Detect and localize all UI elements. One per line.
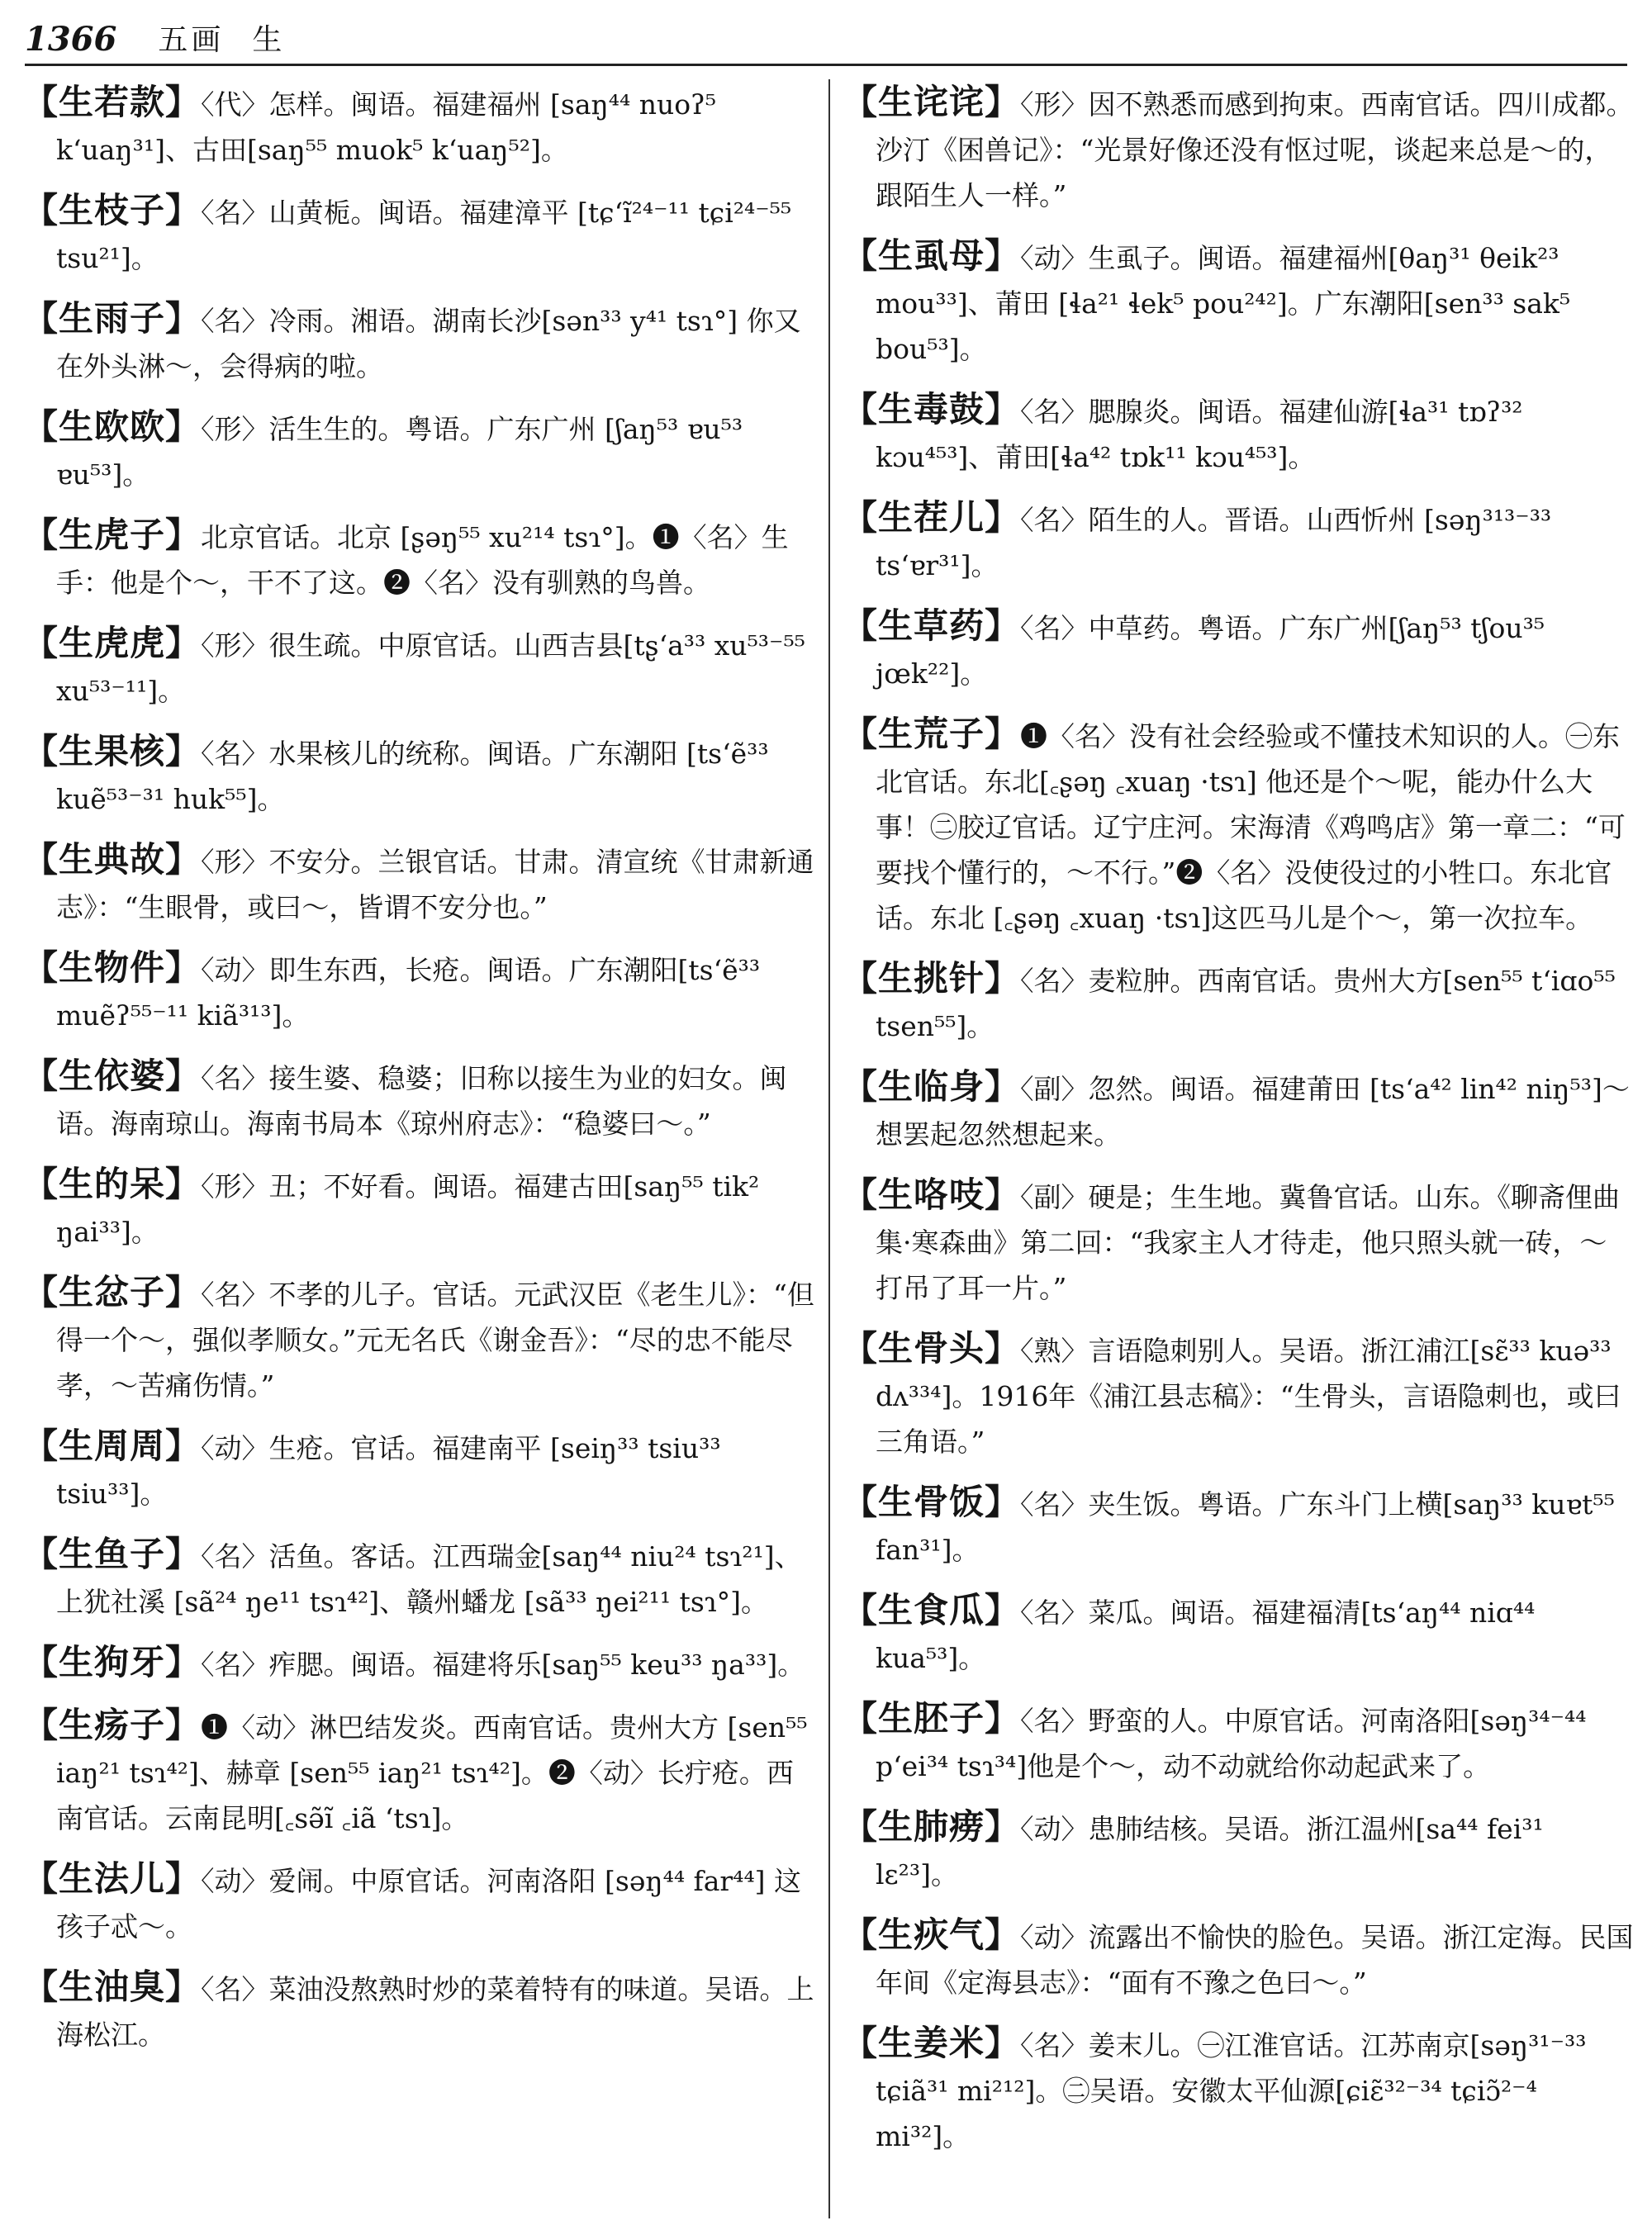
dictionary-entry — [843, 1326, 1634, 1464]
entry-definition: 〈动〉患肺结核。吴语。浙江温州[sa⁴⁴ fei³¹ lɛ²³]。 — [876, 1813, 1544, 1891]
dictionary-entry — [843, 1172, 1634, 1311]
entry-headword: 【生毒鼓】 — [843, 389, 1021, 429]
left-column — [23, 79, 818, 2218]
entry-definition: 〈名〉野蛮的人。中原官话。河南洛阳[səŋ³⁴⁻⁴⁴ pʻei³⁴ tsɿ³⁴]他是个～，动不动就给你动起武来了。 — [876, 1705, 1587, 1782]
entry-headword: 【生虱母】 — [843, 235, 1021, 276]
dictionary-entry — [843, 2020, 1634, 2159]
entry-headword: 【生姜米】 — [843, 2023, 1021, 2063]
entry-headword: 【生鱼子】 — [23, 1534, 202, 1574]
page-header — [25, 15, 1627, 66]
entry-definition: 〈代〉怎样。闽语。福建福州 [saŋ⁴⁴ nuoʔ⁵ kʻuaŋ³¹]、古田[saŋ⁵⁵ muok⁵ kʻuaŋ⁵²]。 — [56, 88, 716, 166]
dictionary-entry — [843, 79, 1634, 218]
entry-headword: 【生胚子】 — [843, 1698, 1021, 1739]
dictionary-entry — [23, 620, 818, 714]
entry-definition: ❶〈名〉没有社会经验或不懂技术知识的人。㊀东北官话。东北[꜀ʂəŋ ꜀xuaŋ ·tsɿ] 他还是个～呢，能办什么大事！㊁胶辽官话。辽宁庄河。宋海清《鸡鸣店》第一章二：“可要找个懂行的，～不行。”❷〈名〉没使役过的小牲口。东北官话。东北 [꜀ʂəŋ ꜀xuaŋ ·tsɿ]这匹马儿是个～，第一次拉车。 — [876, 720, 1626, 934]
entry-definition: 〈名〉菜油没熬熟时炒的菜着特有的味道。吴语。上海松江。 — [56, 1973, 814, 2051]
dictionary-entry — [23, 1531, 818, 1625]
dictionary-entry — [23, 1053, 818, 1146]
entry-definition: 〈动〉即生东西，长疮。闽语。广东潮阳[tsʻẽ³³ muẽʔ⁵⁵⁻¹¹ kiã³¹³]。 — [56, 954, 761, 1032]
entry-headword: 【生果核】 — [23, 731, 202, 771]
entry-definition: 〈名〉山黄栀。闽语。福建漳平 [tɕʻĩ²⁴⁻¹¹ tɕi²⁴⁻⁵⁵ tsu²¹]。 — [56, 197, 792, 274]
section-title: 五画 — [158, 23, 225, 57]
entry-headword: 【生虎虎】 — [23, 623, 202, 663]
dictionary-entry — [23, 1423, 818, 1516]
entry-definition: 〈熟〉言语隐刺别人。吴语。浙江浦江[sɛ̃³³ kuə³³ dʌ³³⁴]。1916年《浦江县志稿》：“生骨头，言语隐刺也，或曰三角语。” — [876, 1335, 1621, 1458]
dictionary-entry — [23, 1964, 818, 2057]
dictionary-entry — [843, 495, 1634, 588]
dictionary-entry — [843, 233, 1634, 372]
entry-headword: 【生虎子】 — [23, 515, 202, 555]
entry-definition: 〈名〉中草药。粤语。广东广州[ʃaŋ⁵³ tʃou³⁵ jœk²²]。 — [876, 612, 1545, 690]
dictionary-entry — [23, 728, 818, 822]
entry-definition: 〈形〉活生生的。粤语。广东广州 [ʃaŋ⁵³ ɐu⁵³ ɐu⁵³]。 — [56, 413, 743, 491]
entry-headword: 【生疡子】 — [23, 1705, 202, 1745]
entry-definition: 北京官话。北京 [ʂəŋ⁵⁵ xu²¹⁴ tsɿ°]。❶〈名〉生手：他是个～，干不了这。❷〈名〉没有驯熟的鸟兽。 — [56, 521, 789, 599]
entry-definition: 〈名〉夹生饭。粤语。广东斗门上横[saŋ³³ kuɐt⁵⁵ fan³¹]。 — [876, 1488, 1615, 1566]
dictionary-entry — [23, 512, 818, 605]
entry-headword: 【生诧诧】 — [843, 82, 1021, 122]
entry-headword: 【生骨头】 — [843, 1328, 1021, 1369]
dictionary-entry — [23, 1639, 818, 1687]
entry-headword: 【生草药】 — [843, 605, 1021, 646]
right-column — [843, 79, 1634, 2218]
entry-headword: 【生食瓜】 — [843, 1590, 1021, 1630]
entry-headword: 【生法儿】 — [23, 1858, 202, 1899]
dictionary-entry — [843, 603, 1634, 696]
entry-definition: 〈名〉麦粒肿。西南官话。贵州大方[sen⁵⁵ tʻiɑo⁵⁵ tsen⁵⁵]。 — [876, 965, 1616, 1042]
entry-definition: 〈形〉丑；不好看。闽语。福建古田[saŋ⁵⁵ tik² ŋai³³]。 — [56, 1170, 760, 1248]
entry-definition: 〈动〉流露出不愉快的脸色。吴语。浙江定海。民国年间《定海县志》：“面有不豫之色曰～。” — [876, 1921, 1634, 1999]
entry-definition: 〈名〉冷雨。湘语。湖南长沙[sən³³ y⁴¹ tsɿ°] 你又在外头淋～，会得病的啦。 — [56, 305, 801, 382]
entry-headword: 【生若款】 — [23, 82, 202, 122]
dictionary-entry — [23, 404, 818, 497]
dictionary-entry — [23, 945, 818, 1038]
entry-headword: 【生狗牙】 — [23, 1642, 202, 1682]
entry-headword: 【生咯吱】 — [843, 1174, 1021, 1215]
dictionary-entry — [23, 837, 818, 930]
entry-definition: 〈名〉水果核儿的统称。闽语。广东潮阳 [tsʻẽ³³ kuẽ⁵³⁻³¹ huk⁵⁵]。 — [56, 738, 769, 815]
dictionary-entry — [843, 1696, 1634, 1789]
dictionary-entry — [843, 1587, 1634, 1681]
dictionary-entry — [23, 79, 818, 173]
entry-headword: 【生依婆】 — [23, 1056, 202, 1096]
dictionary-entry — [23, 187, 818, 281]
entry-definition: 〈名〉菜瓜。闽语。福建福清[tsʻaŋ⁴⁴ niɑ⁴⁴ kua⁵³]。 — [876, 1597, 1536, 1674]
entry-definition: 〈动〉生疮。官话。福建南平 [seiŋ³³ tsiu³³ tsiu³³]。 — [56, 1432, 721, 1510]
entry-headword: 【生周周】 — [23, 1426, 202, 1466]
entry-definition: 〈动〉生虱子。闽语。福建福州[θaŋ³¹ θeik²³ mou³³]、莆田 [ɬa²¹ ɬek⁵ pou²⁴²]。广东潮阳[sen³³ sak⁵ bou⁵³]。 — [876, 242, 1571, 365]
entry-definition: 〈副〉硬是；生生地。冀鲁官话。山东。《聊斋俚曲集·寒森曲》第二回：“我家主人才待走，他只照头就一砖，～打吊了耳一片。” — [876, 1181, 1621, 1304]
entry-headword: 【生肺痨】 — [843, 1806, 1021, 1847]
dictionary-entry — [843, 387, 1634, 480]
entry-headword: 【生雨子】 — [23, 298, 202, 339]
entry-headword: 【生荒子】 — [843, 714, 1021, 754]
entry-definition: 〈副〉忽然。闽语。福建莆田 [tsʻa⁴² lin⁴² niŋ⁵³]～想罢起忽然想起来。 — [876, 1073, 1630, 1151]
entry-definition: 〈名〉活鱼。客话。江西瑞金[saŋ⁴⁴ niu²⁴ tsɿ²¹]、上犹社溪 [sã²⁴ ŋe¹¹ tsɿ⁴²]、赣州蟠龙 [sã³³ ŋei²¹¹ tsɿ°]。 — [56, 1540, 802, 1618]
dictionary-entry — [843, 1912, 1634, 2005]
dictionary-entry — [23, 1161, 818, 1255]
entry-definition: 〈形〉很生疏。中原官话。山西吉县[tʂʻa³³ xu⁵³⁻⁵⁵ xu⁵³⁻¹¹]。 — [56, 629, 805, 707]
column-divider — [828, 79, 830, 2218]
entry-headword: 【生茬儿】 — [843, 497, 1021, 538]
entry-headword: 【生油臭】 — [23, 1967, 202, 2007]
entry-definition: 〈形〉不安分。兰银官话。甘肃。清宣统《甘肃新通志》：“生眼骨，或曰～，皆谓不安分也。” — [56, 846, 814, 923]
entry-headword: 【生的呆】 — [23, 1164, 202, 1204]
entry-definition: 〈名〉腮腺炎。闽语。福建仙游[ɬa³¹ tɒʔ³² kɔu⁴⁵³]、莆田[ɬa⁴² tɒk¹¹ kɔu⁴⁵³]。 — [876, 396, 1523, 473]
entry-headword: 【生疢气】 — [843, 1914, 1021, 1955]
entry-definition: 〈动〉爱闹。中原官话。河南洛阳 [səŋ⁴⁴ far⁴⁴] 这孩子忒～。 — [56, 1865, 802, 1943]
entry-definition: 〈名〉陌生的人。晋语。山西忻州 [səŋ³¹³⁻³³ tsʻɐr³¹]。 — [876, 504, 1552, 581]
entry-definition: ❶〈动〉淋巴结发炎。西南官话。贵州大方 [sen⁵⁵ iaŋ²¹ tsɿ⁴²]、赫章 [sen⁵⁵ iaŋ²¹ tsɿ⁴²]。❷〈动〉长疔疮。西南官话。云南昆明[꜀sə̃ĩ ꜀iã ʻtsɿ]。 — [56, 1711, 808, 1834]
entry-definition: 〈形〉因不熟悉而感到拘束。西南官话。四川成都。沙汀《困兽记》：“光景好像还没有怄过呢，谈起来总是～的，跟陌生人一样。” — [876, 88, 1634, 211]
dictionary-entry — [843, 1804, 1634, 1897]
entry-definition: 〈名〉姜末儿。㊀江淮官话。江苏南京[səŋ³¹⁻³³ tɕiã³¹ mi²¹²]。㊁吴语。安徽太平仙源[ɕiɛ̃³²⁻³⁴ tɕiɔ̃²⁻⁴ mi³²]。 — [876, 2029, 1587, 2152]
entry-headword: 【生枝子】 — [23, 190, 202, 230]
dictionary-entry — [23, 1856, 818, 1949]
dictionary-entry — [843, 1064, 1634, 1157]
entry-headword: 【生物件】 — [23, 947, 202, 988]
entry-headword: 【生临身】 — [843, 1066, 1021, 1107]
dictionary-entry — [23, 1269, 818, 1408]
entry-headword: 【生挑针】 — [843, 958, 1021, 999]
dictionary-entry — [843, 1479, 1634, 1573]
entry-definition: 〈名〉不孝的儿子。官话。元武汉臣《老生儿》：“但得一个～，强似孝顺女。”元无名氏《谢金吾》：“尽的忠不能尽孝，～苦痛伤情。” — [56, 1279, 814, 1402]
page-number: 1366 — [25, 20, 117, 59]
head-character: 生 — [252, 23, 282, 57]
entry-definition: 〈名〉接生婆、稳婆；旧称以接生为业的妇女。闽语。海南琼山。海南书局本《琼州府志》：“稳婆曰～。” — [56, 1062, 787, 1140]
entry-headword: 【生典故】 — [23, 839, 202, 880]
dictionary-entry — [843, 711, 1634, 941]
entry-headword: 【生骨饭】 — [843, 1482, 1021, 1522]
entry-headword: 【生忿子】 — [23, 1272, 202, 1312]
dictionary-entry — [843, 956, 1634, 1049]
entry-headword: 【生欧欧】 — [23, 406, 202, 447]
entry-definition: 〈名〉痄腮。闽语。福建将乐[saŋ⁵⁵ keu³³ ŋa³³]。 — [201, 1649, 805, 1681]
dictionary-entry — [23, 296, 818, 389]
dictionary-entry — [23, 1702, 818, 1841]
